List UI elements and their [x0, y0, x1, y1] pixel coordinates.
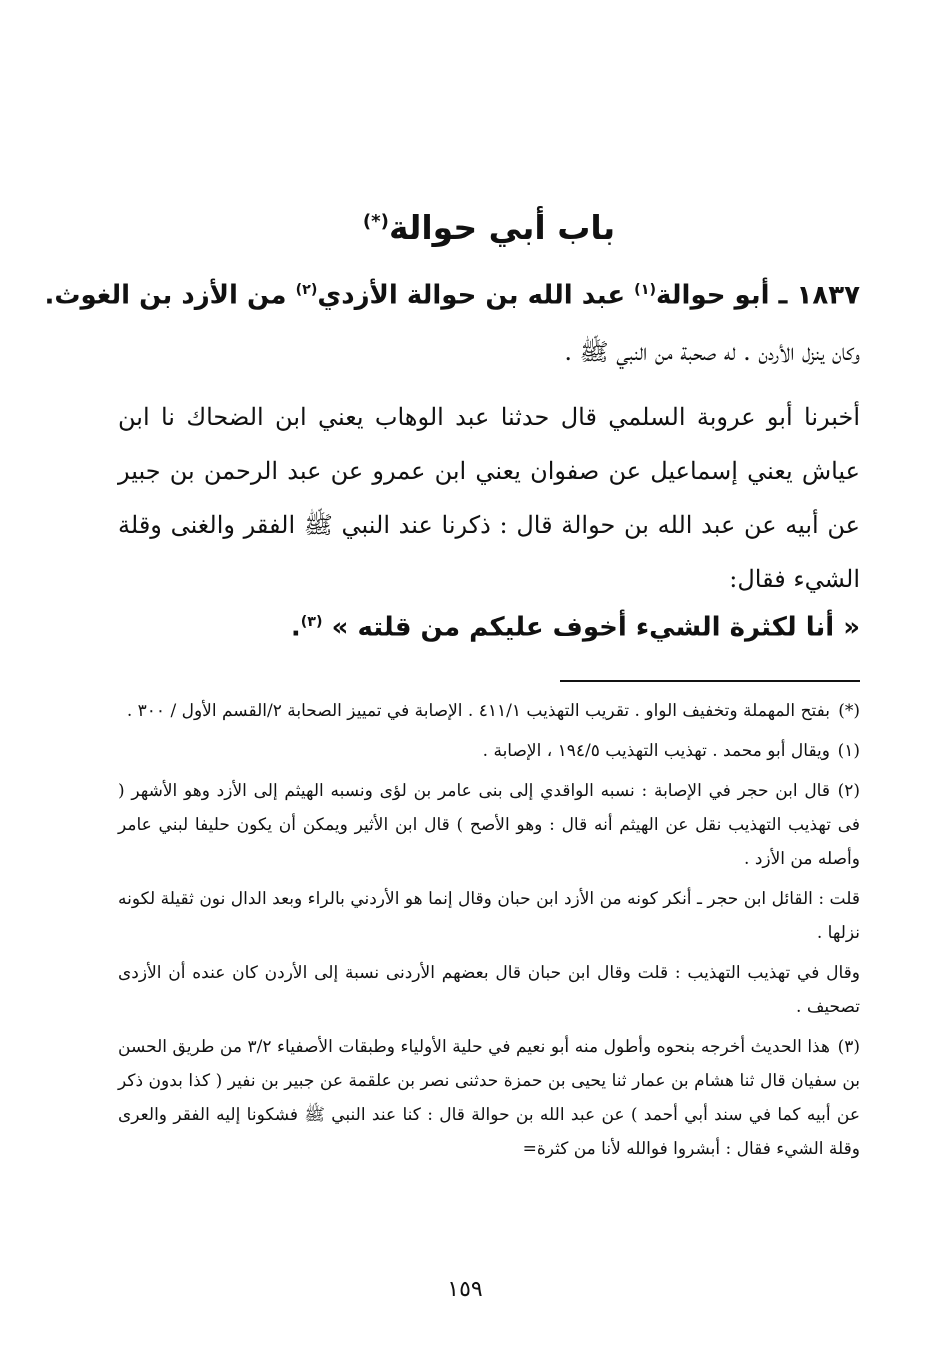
- footnote-text: وقال في تهذيب التهذيب : قلت وقال ابن حبان قال بعضهم الأردنى نسبة إلى الأردن كان عنده أن الأزدى تصحيف .: [118, 963, 860, 1017]
- footnote-marker: (٢): [837, 781, 860, 801]
- entry-heading-part3: من الأزد بن الغوث.: [44, 280, 287, 311]
- entry-heading-part1: ـ أبو حوالة: [656, 280, 788, 311]
- footnote-text: بفتح المهملة وتخفيف الواو . تقريب التهذيب ٤١١/١ . الإصابة في تمييز الصحابة ٢/القسم الأول / ٣٠٠ .: [126, 701, 830, 721]
- footnote-continuation: [118, 882, 860, 950]
- footnotes: [118, 694, 860, 1172]
- page-number: ١٥٩: [447, 1277, 483, 1302]
- footnote-marker-1: (١): [634, 282, 656, 298]
- footnote-marker: (٣): [837, 1037, 860, 1057]
- footnote-text: ويقال أبو محمد . تهذيب التهذيب ١٩٤/٥ ، الإصابة .: [482, 741, 830, 761]
- footnote-marker-2: (٢): [295, 282, 318, 298]
- footnote: [118, 694, 860, 728]
- footnote: [118, 1030, 860, 1166]
- footnote: [118, 774, 860, 876]
- entry-number: ١٨٣٧: [796, 280, 860, 311]
- hadith-quote: [118, 598, 860, 652]
- entry-heading: [44, 268, 860, 318]
- intro-line: وكان ينزل الأردن . له صحبة من النبي ﷺ .: [564, 338, 860, 366]
- footnote-marker-3: (٣): [300, 614, 323, 630]
- footnote: [118, 734, 860, 768]
- chapter-title: [118, 198, 860, 252]
- footnote-marker: (*): [838, 701, 860, 721]
- footnote-text: قال ابن حجر في الإصابة : نسبه الواقدي إلى بنى عامر بن لؤى ونسبه الهيثم إلى الأزد وهو الأشهر ( فى تهذيب التهذيب نقل عن الهيثم أنه قال : وهو الأصح ) قال ابن الأثير ويمكن أن يكون حليفا لبني عامر وأصله من الأزد .: [118, 781, 860, 869]
- hadith-text: « أنا لكثرة الشيء أخوف عليكم من قلته »: [331, 612, 860, 643]
- footnote-continuation: [118, 956, 860, 1024]
- footnote-marker: (١): [837, 741, 860, 761]
- footnote-text: هذا الحديث أخرجه بنحوه وأطول منه أبو نعيم في حلية الأولياء وطبقات الأصفياء ٣/٢ من طريق الحسن بن سفيان قال ثنا هشام بن عمار ثنا يحيى بن حمزة حدثنى نصر بن علقمة عن جبير بن نفير ( كذا بدون ذكر عن أبيه كما في سند أبي أحمد ) عن عبد الله بن حوالة قال : كنا عند النبي ﷺ فشكونا إليه الفقر والعرى وقلة الشيء فقال : أبشروا فوالله لأنا من كثرة=: [118, 1037, 860, 1159]
- narration-paragraph: أخبرنا أبو عروبة السلمي قال حدثنا عبد الوهاب يعني ابن الضحاك نا ابن عياش يعني إسماعيل عن صفوان يعني ابن عمرو عن عبد الرحمن بن جبير عن أبيه عن عبد الله بن حوالة قال : ذكرنا عند النبي ﷺ الفقر والغنى وقلة الشيء فقال:: [118, 403, 860, 593]
- footnote-text: قلت : القائل ابن حجر ـ أنكر كونه من الأزد ابن حبان وقال إنما هو الأردني بالراء وبعد الدال نون ثقيلة لكونه نزلها .: [118, 889, 860, 943]
- chapter-title-text: باب أبي حوالة: [388, 208, 616, 247]
- hadith-end: .: [290, 612, 301, 643]
- footnote-divider: [560, 680, 860, 682]
- chapter-title-footnote-marker: (*): [362, 211, 389, 232]
- entry-heading-part2: عبد الله بن حوالة الأزدي: [317, 280, 626, 311]
